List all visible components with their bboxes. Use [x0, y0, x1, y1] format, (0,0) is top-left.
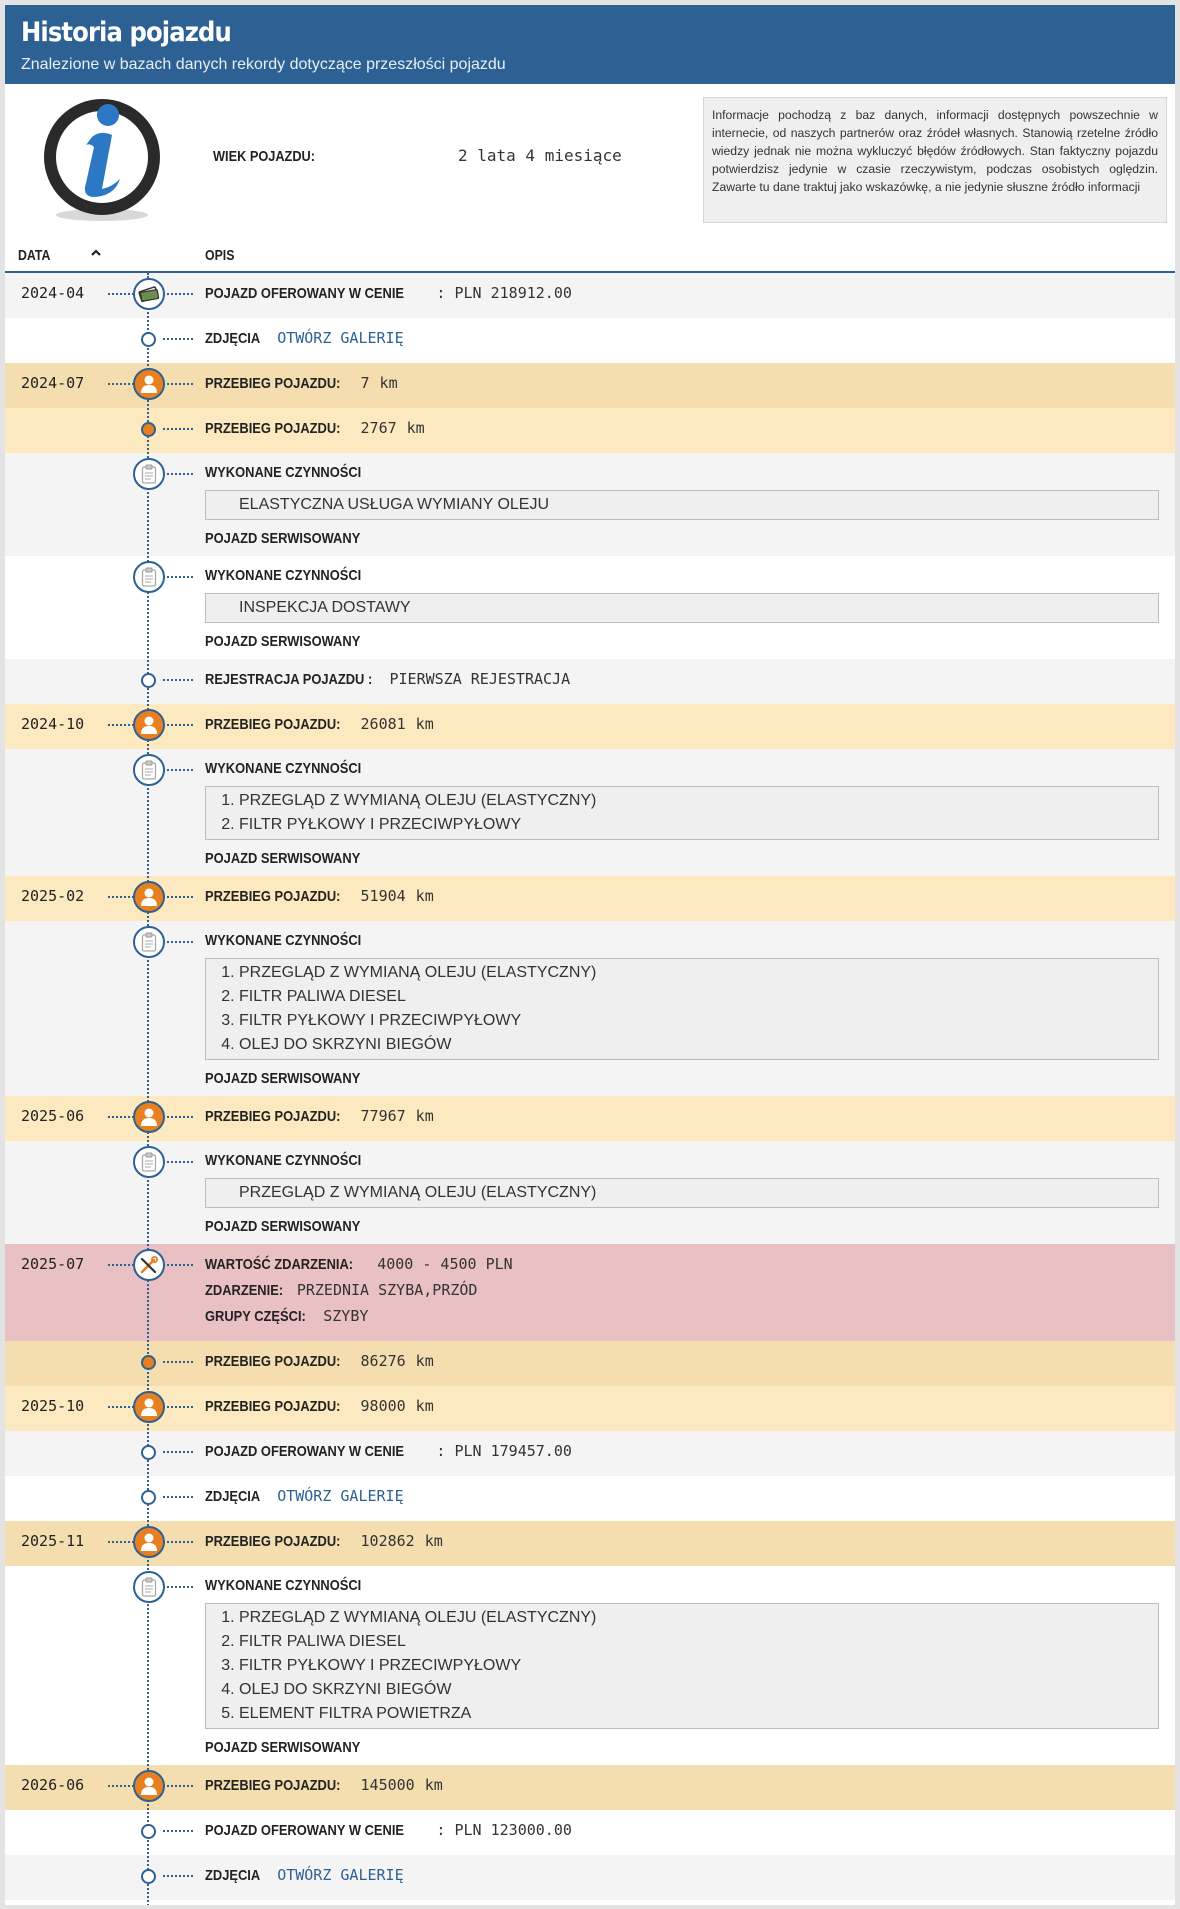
- offered-label: POJAZD OFEROWANY W CENIE: [205, 1822, 405, 1839]
- works-item: 2. FILTR PALIWA DIESEL: [239, 985, 1158, 1009]
- timeline-row: [5, 363, 1175, 408]
- open-gallery-link[interactable]: OTWÓRZ GALERIĘ: [277, 329, 404, 347]
- timeline-row: [5, 1096, 1175, 1141]
- works-item: 2. FILTR PYŁKOWY I PRZECIWPYŁOWY: [239, 813, 1158, 837]
- mileage-unit: km: [415, 1397, 434, 1415]
- person-icon: [133, 1770, 165, 1802]
- mileage-label: PRZEBIEG POJAZDU:: [205, 375, 341, 392]
- event-value-label: WARTOŚĆ ZDARZENIA:: [205, 1256, 354, 1273]
- works-list: [205, 593, 1159, 623]
- person-icon: [133, 881, 165, 913]
- row-date: 2026-06: [21, 1776, 85, 1794]
- works-item: 4. OLEJ DO SKRZYNI BIEGÓW: [239, 1033, 1158, 1057]
- mileage-unit: km: [415, 1107, 434, 1125]
- timeline-row: [5, 1141, 1175, 1244]
- mileage-label: PRZEBIEG POJAZDU:: [205, 888, 341, 905]
- mileage-label: PRZEBIEG POJAZDU:: [205, 1533, 341, 1550]
- page-title: Historia pojazdu: [21, 17, 231, 48]
- serviced-label: POJAZD SERWISOWANY: [205, 1070, 361, 1087]
- offered-label: POJAZD OFEROWANY W CENIE: [205, 285, 405, 302]
- mileage-value: 77967: [360, 1107, 406, 1125]
- clipboard-icon: [133, 926, 165, 958]
- vehicle-history-panel: [5, 5, 1175, 1905]
- timeline-row: [5, 704, 1175, 749]
- photos-label: ZDJĘCIA: [205, 1867, 261, 1884]
- timeline-node: [141, 1355, 156, 1370]
- timeline-row: [5, 1810, 1175, 1855]
- timeline-row: [5, 453, 1175, 556]
- offered-label: POJAZD OFEROWANY W CENIE: [205, 1443, 405, 1460]
- serviced-label: POJAZD SERWISOWANY: [205, 850, 361, 867]
- works-item: 1. PRZEGLĄD Z WYMIANĄ OLEJU (ELASTYCZNY): [239, 961, 1158, 985]
- event-description: PRZEDNIA SZYBA,PRZÓD: [296, 1281, 478, 1299]
- timeline-node: [141, 1824, 156, 1839]
- timeline-node: [141, 1490, 156, 1505]
- timeline-node: [141, 1869, 156, 1884]
- money-icon: [133, 278, 165, 310]
- mileage-value: 86276: [360, 1352, 406, 1370]
- timeline-node: [141, 673, 156, 688]
- mileage-unit: km: [415, 1352, 434, 1370]
- person-icon: [133, 709, 165, 741]
- summary: [5, 84, 1175, 238]
- header: [5, 5, 1175, 84]
- timeline-row: [5, 1341, 1175, 1386]
- timeline-row: [5, 273, 1175, 318]
- works-item: ELASTYCZNA USŁUGA WYMIANY OLEJU: [239, 496, 550, 513]
- offered-price: : PLN 218912.00: [436, 284, 572, 302]
- person-icon: [133, 1101, 165, 1133]
- clipboard-icon: [133, 1571, 165, 1603]
- info-logo: [42, 97, 162, 227]
- disclaimer-notice: Informacje pochodzą z baz danych, informacji dostępnych powszechnie w internecie, od naszych partnerów oraz źródeł własnych. Stanowią rzetelne źródło wiedzy jednak nie można wykluczyć błędów źródłowych. Stan faktyczny pojazdu potwierdzisz jedynie w czasie rzeczywistym, podczas osobistych oględzin. Zawarte tu dane traktuj jako wskazówkę, a nie jedynie słuszne źródło informacji: [703, 97, 1167, 223]
- mileage-label: PRZEBIEG POJAZDU:: [205, 1398, 341, 1415]
- serviced-label: POJAZD SERWISOWANY: [205, 530, 361, 547]
- row-date: 2025-11: [21, 1532, 85, 1550]
- timeline-line: [147, 273, 149, 1905]
- parts-group-value: SZYBY: [323, 1307, 369, 1325]
- mileage-unit: km: [415, 887, 434, 905]
- mileage-unit: km: [424, 1776, 443, 1794]
- mileage-value: 2767: [360, 419, 397, 437]
- timeline-row: [5, 1244, 1175, 1341]
- works-item: 5. ELEMENT FILTRA POWIETRZA: [239, 1702, 1158, 1726]
- mileage-label: PRZEBIEG POJAZDU:: [205, 716, 341, 733]
- row-date: 2024-07: [21, 374, 85, 392]
- works-label: WYKONANE CZYNNOŚCI: [205, 464, 362, 481]
- row-date: 2024-10: [21, 715, 85, 733]
- timeline-row: [5, 659, 1175, 704]
- works-list: [205, 786, 1159, 840]
- registration-label: REJESTRACJA POJAZDU :: [205, 671, 373, 688]
- works-item: INSPEKCJA DOSTAWY: [239, 599, 411, 616]
- mileage-label: PRZEBIEG POJAZDU:: [205, 420, 341, 437]
- works-label: WYKONANE CZYNNOŚCI: [205, 760, 362, 777]
- timeline-row: [5, 1431, 1175, 1476]
- timeline: [5, 273, 1175, 1900]
- timeline-row: [5, 408, 1175, 453]
- row-date: 2024-04: [21, 284, 85, 302]
- timeline-row: [5, 1765, 1175, 1810]
- timeline-row: [5, 749, 1175, 876]
- serviced-label: POJAZD SERWISOWANY: [205, 1218, 361, 1235]
- mileage-value: 102862: [360, 1532, 415, 1550]
- works-item: 3. FILTR PYŁKOWY I PRZECIWPYŁOWY: [239, 1009, 1158, 1033]
- mileage-value: 98000: [360, 1397, 406, 1415]
- photos-label: ZDJĘCIA: [205, 1488, 261, 1505]
- clipboard-icon: [133, 458, 165, 490]
- open-gallery-link[interactable]: OTWÓRZ GALERIĘ: [277, 1866, 404, 1884]
- column-header: [5, 238, 1175, 273]
- sort-up-icon[interactable]: [89, 246, 103, 260]
- works-label: WYKONANE CZYNNOŚCI: [205, 932, 362, 949]
- clipboard-icon: [133, 754, 165, 786]
- works-list: [205, 1178, 1159, 1208]
- tools-icon: [133, 1249, 165, 1281]
- description-column-header: OPIS: [205, 247, 235, 264]
- offered-price: : PLN 179457.00: [436, 1442, 572, 1460]
- date-column-header[interactable]: DATA: [18, 247, 51, 264]
- timeline-row: [5, 1386, 1175, 1431]
- works-label: WYKONANE CZYNNOŚCI: [205, 1152, 362, 1169]
- serviced-label: POJAZD SERWISOWANY: [205, 633, 361, 650]
- timeline-node: [141, 1445, 156, 1460]
- works-list: [205, 958, 1159, 1060]
- mileage-unit: km: [406, 419, 425, 437]
- parts-group-label: GRUPY CZĘŚCI:: [205, 1308, 306, 1325]
- person-icon: [133, 1526, 165, 1558]
- mileage-unit: km: [424, 1532, 443, 1550]
- timeline-row: [5, 1521, 1175, 1566]
- page-subtitle: Znalezione w bazach danych rekordy dotyczące przeszłości pojazdu: [21, 56, 506, 73]
- works-item: 1. PRZEGLĄD Z WYMIANĄ OLEJU (ELASTYCZNY): [239, 789, 1158, 813]
- timeline-row: [5, 556, 1175, 659]
- works-item: PRZEGLĄD Z WYMIANĄ OLEJU (ELASTYCZNY): [239, 1184, 597, 1201]
- timeline-row: [5, 1476, 1175, 1521]
- clipboard-icon: [133, 561, 165, 593]
- mileage-unit: km: [415, 715, 434, 733]
- works-list: [205, 1603, 1159, 1729]
- works-list: [205, 490, 1159, 520]
- row-date: 2025-07: [21, 1255, 85, 1273]
- row-date: 2025-10: [21, 1397, 85, 1415]
- timeline-row: [5, 1855, 1175, 1900]
- mileage-value: 26081: [360, 715, 406, 733]
- row-date: 2025-06: [21, 1107, 85, 1125]
- person-icon: [133, 1391, 165, 1423]
- works-label: WYKONANE CZYNNOŚCI: [205, 567, 362, 584]
- timeline-node: [141, 332, 156, 347]
- timeline-row: [5, 1566, 1175, 1765]
- mileage-value: 7: [360, 374, 370, 392]
- mileage-unit: km: [379, 374, 398, 392]
- mileage-label: PRZEBIEG POJAZDU:: [205, 1777, 341, 1794]
- open-gallery-link[interactable]: OTWÓRZ GALERIĘ: [277, 1487, 404, 1505]
- row-date: 2025-02: [21, 887, 85, 905]
- works-item: 4. OLEJ DO SKRZYNI BIEGÓW: [239, 1678, 1158, 1702]
- person-icon: [133, 368, 165, 400]
- works-item: 3. FILTR PYŁKOWY I PRZECIWPYŁOWY: [239, 1654, 1158, 1678]
- vehicle-age-value: 2 lata 4 miesiące: [458, 146, 622, 165]
- timeline-row: [5, 318, 1175, 363]
- timeline-row: [5, 921, 1175, 1096]
- clipboard-icon: [133, 1146, 165, 1178]
- mileage-label: PRZEBIEG POJAZDU:: [205, 1108, 341, 1125]
- photos-label: ZDJĘCIA: [205, 330, 261, 347]
- timeline-row: [5, 876, 1175, 921]
- works-item: 1. PRZEGLĄD Z WYMIANĄ OLEJU (ELASTYCZNY): [239, 1606, 1158, 1630]
- vehicle-age-label: WIEK POJAZDU:: [213, 148, 315, 165]
- offered-price: : PLN 123000.00: [436, 1821, 572, 1839]
- event-value: 4000 - 4500 PLN: [377, 1255, 513, 1273]
- registration-value: PIERWSZA REJESTRACJA: [389, 670, 571, 688]
- event-label: ZDARZENIE:: [205, 1282, 284, 1299]
- mileage-label: PRZEBIEG POJAZDU:: [205, 1353, 341, 1370]
- works-item: 2. FILTR PALIWA DIESEL: [239, 1630, 1158, 1654]
- mileage-value: 51904: [360, 887, 406, 905]
- mileage-value: 145000: [360, 1776, 415, 1794]
- serviced-label: POJAZD SERWISOWANY: [205, 1739, 361, 1756]
- works-label: WYKONANE CZYNNOŚCI: [205, 1577, 362, 1594]
- timeline-node: [141, 422, 156, 437]
